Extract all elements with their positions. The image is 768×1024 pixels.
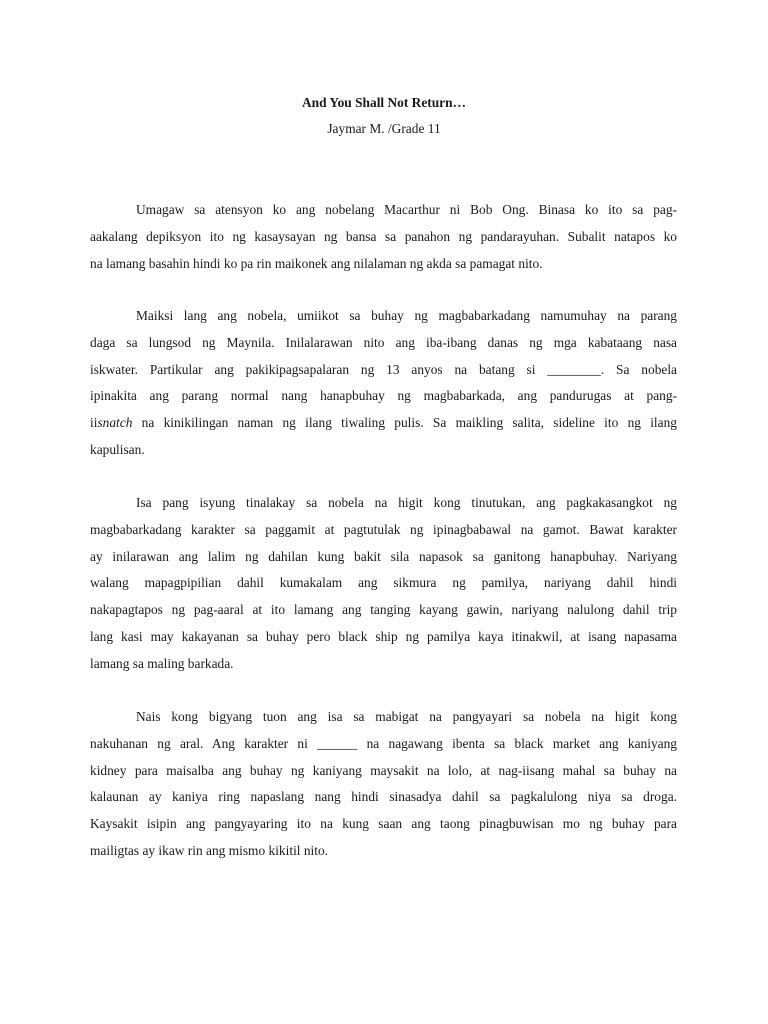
paragraph-line: Isa pang isyung tinalakay sa nobela na higit kong tinutukan, ang pagkakasangkot ng [136,495,677,510]
paragraph-line: Kaysakit isipin ang pangyayaring ito na kung saan ang taong pinagbuwisan mo ng buhay para [90,816,677,832]
paragraph-line: walang mapagpipilian dahil kumakalam ang sikmura ng pamilya, nariyang dahil hindi [90,575,677,591]
paragraph-line: Maiksi lang ang nobela, umiikot sa buhay ng magbabarkadang namumuhay na parang [136,308,677,323]
paragraph-line: Umagaw sa atensyon ko ang nobelang Macarthur ni Bob Ong. Binasa ko ito sa pag- [136,202,677,217]
line-rest: na kinikilingan naman ng ilang tiwaling pulis. Sa maikling salita, sideline ito ng ilang [132,415,677,431]
paragraph-line: ay inilarawan ang lalim ng dahilan kung bakit sila napasok sa ganitong hanapbuhay. Nariyang [90,548,677,564]
paragraph-line: nakapagtapos ng pag-aaral at ito lamang ang tanging kayang gawin, nariyang nalulong dahil trip [90,602,677,618]
paragraph-4 [90,704,677,865]
paragraph-line: daga sa lungsod ng Maynila. Inilalarawan nito ang iba-ibang danas ng mga kabataang nasa [90,334,677,350]
line-prefix: ii [90,415,98,431]
author-line: Jaymar M. /Grade 11 [327,121,441,136]
paragraph-line: kalaunan ay kaniya ring napaslang nang hindi sinasadya dahil sa pagkalulong niya sa droga. [90,789,677,805]
paragraph-2 [90,303,677,464]
paragraph-line: magbabarkadang karakter sa paggamit at pagtutulak ng ipinagbabawal na gamot. Bawat karakter [90,521,677,537]
paragraph-3 [90,490,677,678]
paragraph-line-mixed [90,410,677,437]
paragraph-line: lang kasi may kakayanan sa buhay pero black ship ng pamilya kaya itinakwil, at isang napasama [90,628,677,644]
paragraph-line: mailigtas ay ikaw rin ang mismo kikitil nito. [90,842,329,858]
document-title: And You Shall Not Return… [302,95,466,110]
paragraph-line: aakalang depiksyon ito ng kasaysayan ng bansa sa panahon ng pandarayuhan. Subalit natapos ko [90,228,677,244]
paragraph-line: iskwater. Partikular ang pakikipagsapalaran ng 13 anyos na batang si ________. Sa nobela [90,361,677,377]
paragraph-line: kapulisan. [90,441,145,457]
paragraph-line: na lamang basahin hindi ko pa rin maikonek ang nilalaman ng akda sa pamagat nito. [90,255,543,271]
paragraph-1 [90,197,677,277]
paragraph-line: kidney para maisalba ang buhay ng kaniyang maysakit na lolo, at nag-iisang mahal sa buhay na [90,762,677,778]
paragraph-line: nakuhanan ng aral. Ang karakter ni ______ na nagawang ibenta sa black market ang kaniyang [90,735,677,751]
paragraph-line: Nais kong bigyang tuon ang isa sa mabigat na pangyayari sa nobela na higit kong [136,709,677,724]
paragraph-line: lamang sa maling barkada. [90,655,234,671]
paragraph-line: ipinakita ang parang normal nang hanapbuhay ng magbabarkada, ang pandurugas at pang- [90,388,677,404]
italic-term: snatch [97,415,133,431]
